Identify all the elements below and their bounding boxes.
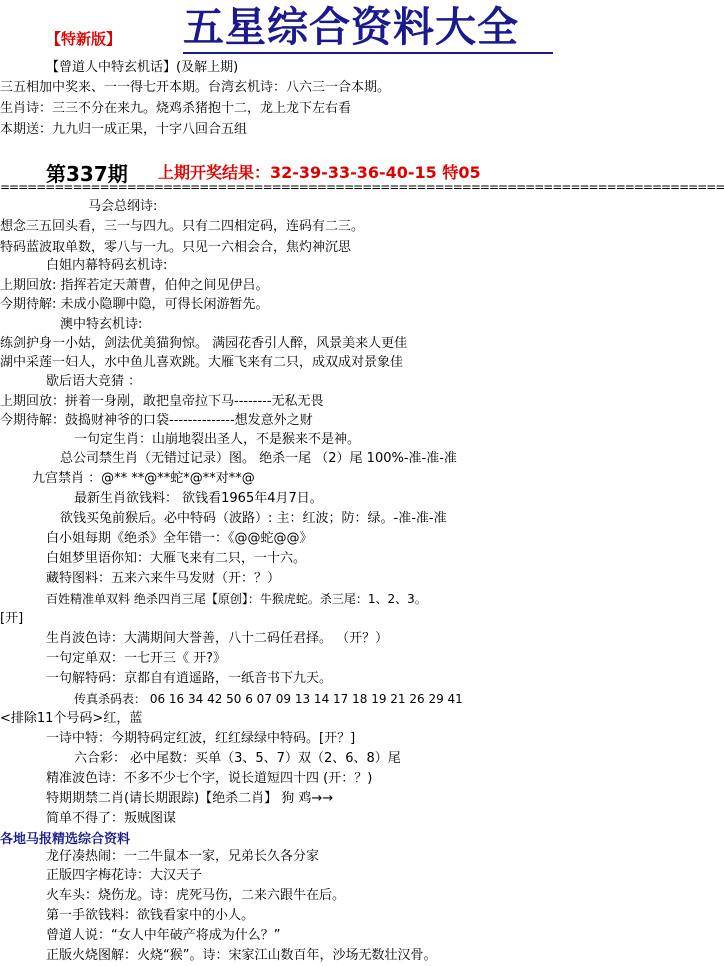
content-line: 马会总纲诗: <box>88 199 158 214</box>
content-line: 特码蓝波取单数，零八与一九。只见一六相会合，焦灼神沉思 <box>0 240 352 255</box>
content-line: 白姐梦里语你知：大雁飞来有二只，一十六。 <box>46 551 307 566</box>
content-line: 曾道人说：“女人中年破产将成为什么？” <box>46 928 281 943</box>
content-line: 正版火烧图解：火烧“猴”。诗：宋家江山数百年，沙场无数壮汉骨。 <box>46 948 437 963</box>
content-line: 精准波色诗：不多不少七个字，说长道短四十四 (开：？) <box>46 771 373 786</box>
content-line: 一句定生肖：山崩地裂出圣人，不是猴来不是神。 <box>74 432 361 447</box>
title-underline <box>183 52 553 54</box>
content-line: 今期待解: 未成小隐聊中隐，可得长闲游暂先。 <box>0 297 269 312</box>
content-line: 特期期禁二肖(请长期跟踪)【绝杀二肖】 狗 鸡→→ <box>46 791 334 806</box>
intro-heading: 【曾道人中特玄机话】(及解上期) <box>46 60 239 75</box>
content-line: <排除11个号码>红，蓝 <box>0 711 143 726</box>
content-line: 上期回放：拼着一身剐，敢把皇帝拉下马--------无私无畏 <box>0 394 324 409</box>
content-line: 湖中采莲一妇人，水中鱼儿喜欢跳。大雁飞来有二只，成双成对景象佳 <box>0 355 404 370</box>
separator-line: ================================================================================ <box>0 180 724 194</box>
last-draw-result: 上期开奖结果：32-39-33-36-40-15 特05 <box>158 163 481 182</box>
content-line: 白小姐每期《绝杀》全年错一：《@@蛇@@》 <box>46 531 313 546</box>
content-line: 第一手欲钱料：欲钱看家中的小人。 <box>46 908 255 923</box>
content-line: 今期待解：鼓捣财神爷的口袋--------------想发意外之财 <box>0 413 313 428</box>
content-line: 最新生肖欲钱料： 欲钱看1965年4月7日。 <box>74 491 323 506</box>
section-heading: 各地马报精选综合资料 <box>0 832 131 847</box>
content-line: 传真杀码表： 06 16 34 42 50 6 07 09 13 14 17 18 19 21 26 29 41 <box>74 692 463 706</box>
content-line: 九宫禁肖 ：@** **@**蛇*@**对**@ <box>32 471 255 486</box>
content-line: 上期回放: 指挥若定天萧曹，伯仲之间见伊吕。 <box>0 278 269 293</box>
content-line: 歇后语大竞猜 ： <box>46 374 142 389</box>
content-line: 藏特图料：五来六来牛马发财（开：？） <box>46 571 281 586</box>
intro-line: 本期送：九九归一成正果，十字八回合五组 <box>0 122 248 137</box>
content-line: 生肖波色诗：大满期间大誉善，八十二码任君择。 （开？） <box>46 631 389 646</box>
content-line: 白姐内幕特码玄机诗: <box>46 258 168 273</box>
content-line: 澳中特玄机诗: <box>60 317 143 332</box>
content-line: 一句定单双：一七开三《 开?》 <box>46 651 227 666</box>
page-title: 五星综合资料大全 <box>183 3 519 51</box>
edition-badge: 【特新版】 <box>46 30 122 48</box>
content-line: 练剑护身一小姑，剑法优美猫狗惊。 满园花香引人醉，风景美来人更佳 <box>0 336 408 351</box>
content-line: 六合彩： 必中尾数：买单（3、5、7）双（2、6、8）尾 <box>74 751 401 766</box>
content-line: 欲钱买兔前猴后。必中特码（波路）: 主：红波；防：绿。-准-准-准 <box>60 511 447 526</box>
content-line: 一句解特码：京都自有逍遥路，一纸音书下九天。 <box>46 671 333 686</box>
content-line: 总公司禁生肖（无错过记录）图。 绝杀一尾 （2）尾 100%-准-准-准 <box>60 451 457 466</box>
content-line: 百姓精准单双料 绝杀四肖三尾【原创】：牛猴虎蛇。杀三尾：1、2、3。 <box>46 592 427 606</box>
content-line: 龙仔凑热闹：一二牛鼠本一家，兄弟长久各分家 <box>46 849 320 864</box>
issue-number: 第337期 <box>46 162 128 186</box>
content-line: 正版四字梅花诗：大汉天子 <box>46 868 203 883</box>
content-line: [开] <box>0 611 24 626</box>
content-line: 火车头：烧伤龙。诗：虎死马伤，二来六跟牛在后。 <box>46 888 346 903</box>
intro-line: 三五相加中奖来、一一得七开本期。台湾玄机诗：八六三一合本期。 <box>0 80 391 95</box>
content-line: 想念三五回头看，三一与四九。只有二四相定码，连码有二三。 <box>0 219 365 234</box>
content-line: 一诗中特：今期特码定红波，红红绿绿中特码。[开？] <box>46 731 356 746</box>
intro-line: 生肖诗：三三不分在来九。烧鸡杀猪抱十二，龙上龙下左右看 <box>0 101 352 116</box>
content-line: 简单不得了：叛贼图谋 <box>46 811 177 826</box>
